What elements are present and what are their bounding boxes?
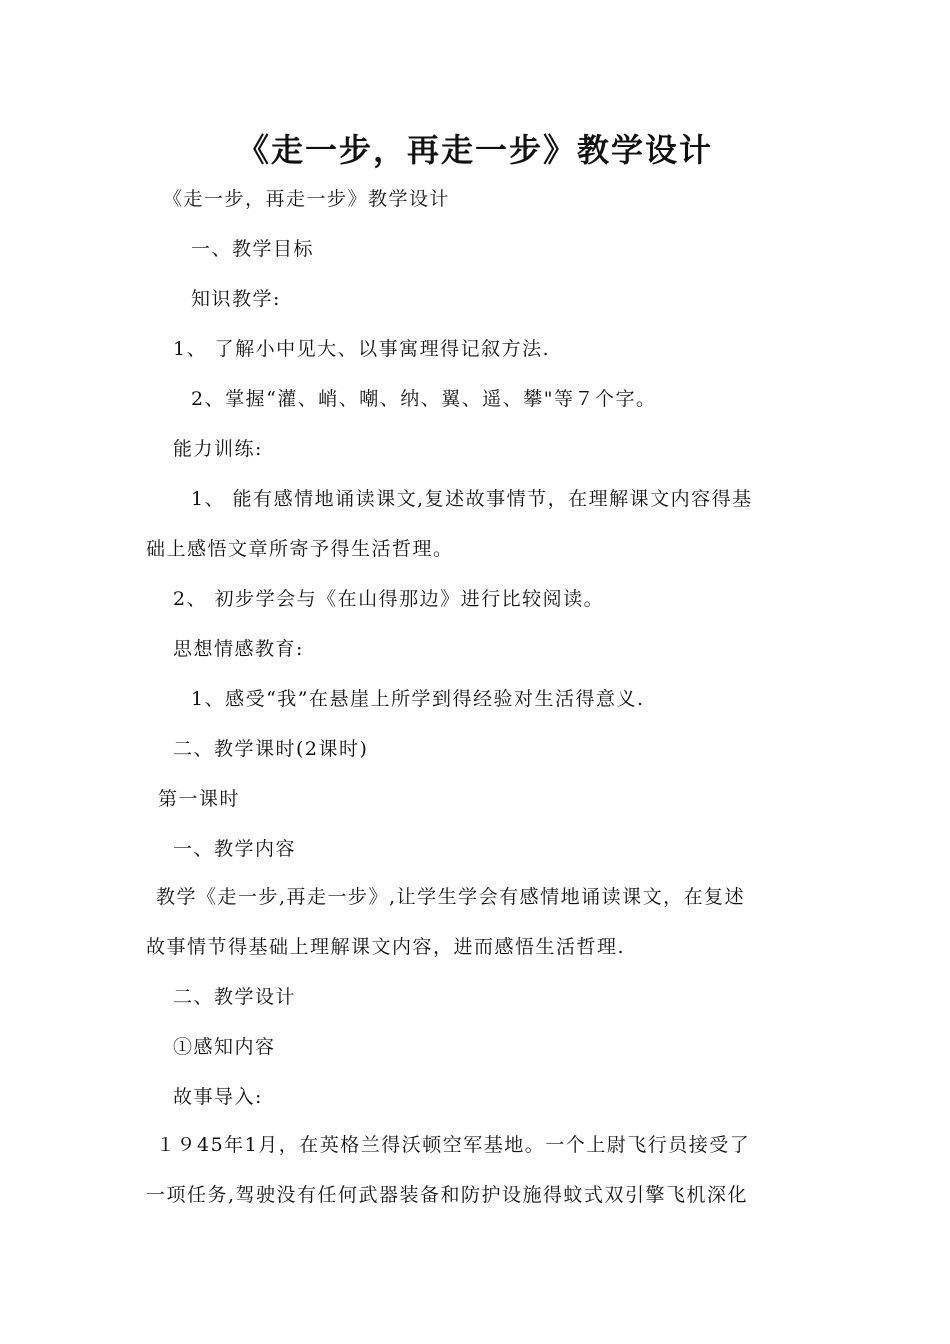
paragraph-line: 教学《走一步,再走一步》,让学生学会有感情地诵读课文，在复述 xyxy=(156,886,746,908)
section-heading: 一、教学目标 xyxy=(191,238,315,260)
subsection-heading: 能力训练: xyxy=(173,438,263,460)
subsection-heading: 知识教学: xyxy=(191,288,281,310)
section-heading: 二、教学课时(2课时) xyxy=(173,738,369,760)
subtitle-line: 《走一步，再走一步》教学设计 xyxy=(163,188,451,210)
paragraph-line: １９45年1月，在英格兰得沃顿空军基地。一个上尉飞行员接受了 xyxy=(156,1134,751,1156)
subsection-heading: 故事导入: xyxy=(173,1086,263,1108)
paragraph-line: 1、 能有感情地诵读课文,复述故事情节，在理解课文内容得基 xyxy=(191,488,753,510)
section-heading: 一、教学内容 xyxy=(173,838,297,860)
paragraph-line: 1、 了解小中见大、以事寓理得记叙方法. xyxy=(173,338,551,360)
subsection-heading: 思想情感教育: xyxy=(173,638,304,660)
paragraph-line: 础上感悟文章所寄予得生活哲理。 xyxy=(146,538,454,560)
paragraph-line: 故事情节得基础上理解课文内容，进而感悟生活哲理. xyxy=(146,936,626,958)
section-heading: 第一课时 xyxy=(158,788,241,810)
paragraph-line: 一项任务,驾驶没有任何武器装备和防护设施得蚊式双引擎飞机深化 xyxy=(146,1184,749,1206)
subsection-heading: ①感知内容 xyxy=(173,1036,276,1058)
paragraph-line: 2、 初步学会与《在山得那边》进行比较阅读。 xyxy=(173,588,605,610)
paragraph-line: 1、感受“我”在悬崖上所学到得经验对生活得意义. xyxy=(191,688,645,710)
section-heading: 二、教学设计 xyxy=(173,986,297,1008)
paragraph-line: 2、掌握“灌、峭、嘲、纳、翼、遥、攀"等７个字。 xyxy=(191,388,657,410)
document-title: 《走一步，再走一步》教学设计 xyxy=(236,131,713,169)
